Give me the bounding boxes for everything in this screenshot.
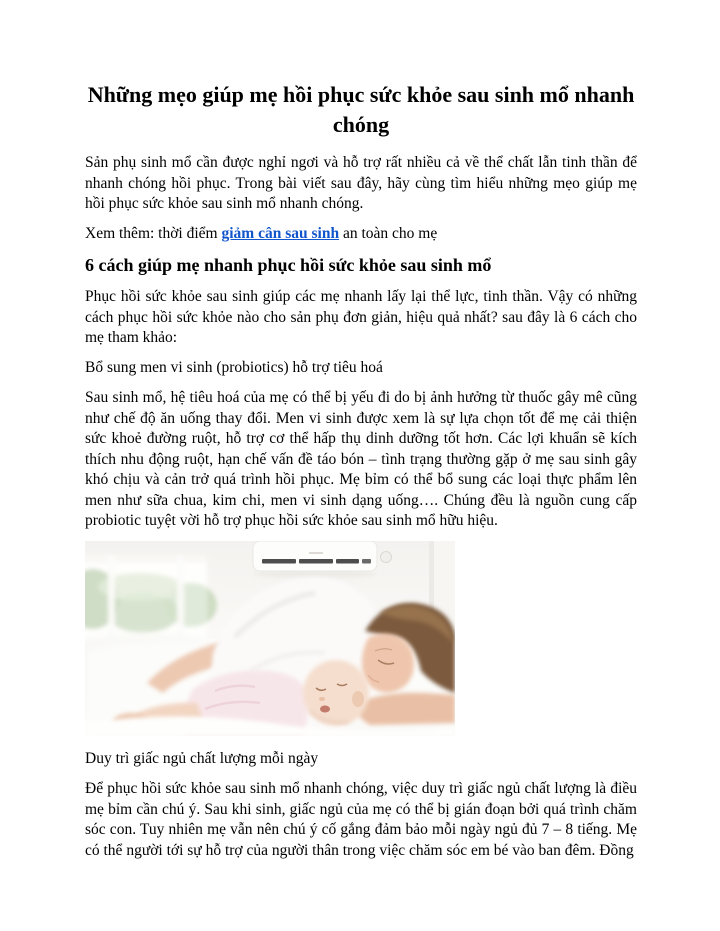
tip2-heading: Duy trì giấc ngủ chất lượng mỗi ngày — [85, 750, 319, 767]
intro-paragraph: Sản phụ sinh mổ cần được nghỉ ngơi và hỗ trợ rất nhiều cả về thể chất lẫn tinh thần để nhanh chóng hồi phục. Trong bài viết sau đây, hãy cùng tìm hiểu những mẹo giúp mẹ hồi phục sức khỏe sau sinh mổ nhanh chóng. — [85, 154, 637, 212]
section-heading: 6 cách giúp mẹ nhanh phục hồi sức khỏe sau sinh mổ — [85, 255, 492, 275]
see-more-suffix: an toàn cho mẹ — [339, 225, 438, 242]
tip2-paragraph: Để phục hồi sức khỏe sau sinh mổ nhanh chóng, việc duy trì giấc ngủ chất lượng là điều mẹ bỉm cần chú ý. Sau khi sinh, giấc ngủ của mẹ có thể bị gián đoạn bởi quá trình chăm sóc con. Tuy nhiên mẹ vẫn nên chú ý cố gắng đảm bảo mỗi ngày ngủ đủ 7 – 8 tiếng. Mẹ có thể người tới sự hỗ trợ của người thân trong việc chăm sóc em bé vào ban đêm. Đồng — [85, 780, 637, 859]
air-conditioner — [253, 541, 377, 578]
window — [85, 555, 217, 643]
see-more-line — [85, 224, 637, 245]
mother-and-baby-sleeping-photo — [85, 541, 455, 736]
see-more-prefix: Xem thêm: thời điểm — [85, 225, 222, 242]
wall-fixture — [381, 552, 392, 563]
tip1-heading: Bổ sung men vi sinh (probiotics) hỗ trợ tiêu hoá — [85, 359, 383, 376]
article-title: Những mẹo giúp mẹ hồi phục sức khỏe sau sinh mổ nhanh chóng — [87, 82, 635, 137]
weight-loss-link[interactable]: giảm cân sau sinh — [221, 225, 340, 242]
baby-head — [303, 660, 369, 726]
section-intro-paragraph: Phục hồi sức khỏe sau sinh giúp các mẹ nhanh lấy lại thể lực, tinh thần. Vậy có những cách phục hồi sức khỏe nào cho sản phụ đơn giản, hiệu quả nhất? sau đây là 6 cách cho mẹ tham khảo: — [85, 288, 637, 346]
tip1-paragraph: Sau sinh mổ, hệ tiêu hoá của mẹ có thể bị yếu đi do bị ảnh hưởng từ thuốc gây mê cũng như chế độ ăn uống thay đổi. Men vi sinh được xem là sự lựa chọn tốt để mẹ cải thiện sức khoẻ đường ruột, hỗ trợ cơ thể hấp thụ dinh dưỡng tốt hơn. Các lợi khuẩn sẽ kích thích nhu động ruột, hạn chế vấn đề táo bón – tình trạng thường gặp ở mẹ sau sinh gây khó chịu và cản trở quá trình hồi phục. Mẹ bỉm có thể bổ sung các loại thực phẩm lên men như sữa chua, kim chi, men vi sinh dạng uống…. Chúng đều là nguồn cung cấp probiotic tuyệt vời hỗ trợ phục hồi sức khỏe sau sinh mổ hữu hiệu. — [85, 389, 637, 529]
mother-face — [362, 634, 414, 693]
photo-illustration — [85, 541, 455, 736]
